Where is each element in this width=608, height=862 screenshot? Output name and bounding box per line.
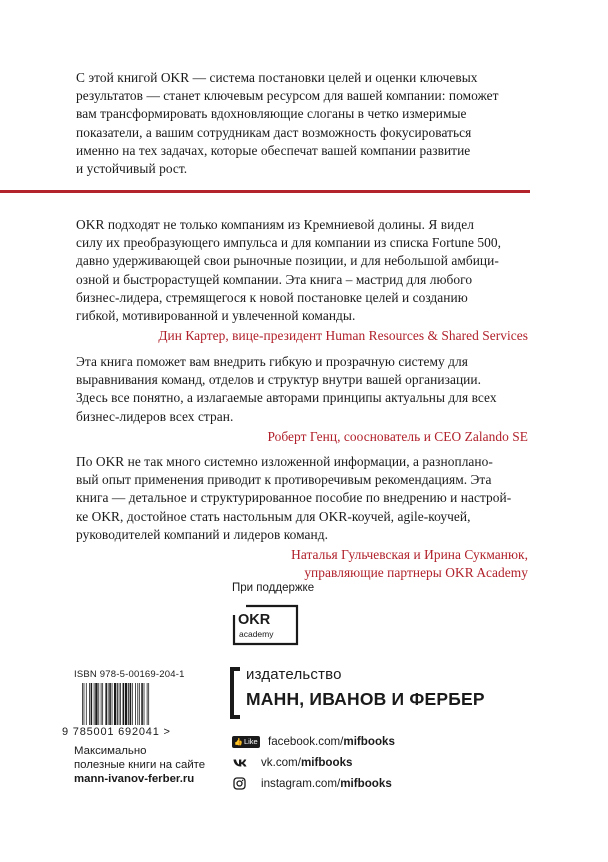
promo-line: полезные книги на сайте — [74, 759, 206, 772]
intro-line: вам трансформировать вдохновляющие слоганы в четко измеримые — [76, 106, 467, 122]
quote-line: бизнес-лидеров всех стран. — [76, 408, 234, 424]
quote-line: книга — детальное и структурированное пособие по внедрению и настрой- — [76, 490, 512, 506]
okr-logo-subtext: academy — [239, 629, 274, 639]
support-label: При поддержке — [232, 582, 315, 594]
barcode-bar — [102, 683, 103, 725]
quote-dean-carter — [76, 216, 528, 345]
barcode-bar — [147, 683, 148, 725]
quote-line: давно удерживающей свои рыночные позиции, и для небольшой амбици- — [76, 253, 499, 269]
quote-line: ке OKR, достойное стать настольным для OKR-коучей, agile-коучей, — [76, 508, 471, 524]
website-link[interactable]: mann-ivanov-ferber.ru — [74, 773, 195, 786]
barcode-bar — [141, 683, 143, 725]
barcode-bar — [86, 683, 87, 725]
barcode — [82, 683, 177, 725]
barcode-bar — [114, 683, 116, 725]
barcode-bar — [139, 683, 140, 725]
quote-line: руководителей компаний и лидеров команд. — [76, 526, 328, 542]
barcode-bar — [91, 683, 93, 725]
publisher-name: МАНН, ИВАНОВ И ФЕРБЕР — [246, 689, 485, 709]
barcode-bar — [108, 683, 109, 725]
social-instagram[interactable]: instagram.com/ mifbooks — [232, 777, 392, 790]
quote-attribution: Наталья Гульчевская и Ирина Сукманюк, — [291, 547, 528, 563]
barcode-bar — [123, 683, 125, 725]
quote-line: По OKR не так много системно изложенной информации, а разноплано- — [76, 454, 493, 469]
barcode-bar — [84, 683, 85, 725]
barcode-bar — [135, 683, 136, 725]
intro-line: и устойчивый рост. — [76, 161, 188, 177]
intro-line: С этой книгой OKR — система постановки целей и оценки ключевых — [76, 70, 478, 85]
isbn-number: ISBN 978-5-00169-204-1 — [74, 669, 185, 680]
quote-line: Эта книга поможет вам внедрить гибкую и прозрачную систему для — [76, 354, 468, 369]
intro-line: показатели, а вашим сотрудникам даст возможность фокусироваться — [76, 124, 472, 140]
barcode-bar — [82, 683, 83, 725]
intro-line: результатов — станет ключевым ресурсом для вашей компании: поможет — [76, 88, 499, 104]
publisher-bracket-icon — [230, 667, 240, 719]
barcode-bar — [128, 683, 129, 725]
quote-line: вый опыт применения приводит к противоречивым рекомендациям. Эта — [76, 472, 492, 488]
quote-line: OKR подходят не только компаниям из Кремниевой долины. Я видел — [76, 217, 474, 232]
social-vk[interactable]: vk.com/ mifbooks — [232, 756, 353, 769]
barcode-bar — [148, 683, 149, 725]
okr-academy-logo — [232, 604, 299, 646]
publisher-label: издательство — [246, 666, 342, 683]
barcode-bar — [89, 683, 90, 725]
barcode-bar — [132, 683, 133, 725]
barcode-bar — [137, 683, 138, 725]
barcode-bar — [98, 683, 99, 725]
quote-line: гибкой, мотивированной и увлеченной команды. — [76, 308, 356, 324]
promo-line: Максимально — [74, 745, 147, 757]
barcode-bar — [101, 683, 102, 725]
quote-line: бизнес-лидера, стремящегося к новой постановке целей и созданию — [76, 289, 468, 305]
quote-attribution: управляющие партнеры OKR Academy — [304, 565, 528, 581]
quote-okr-academy — [76, 453, 528, 582]
quote-line: выравнивания команд, отделов и структур внутри вашей организации. — [76, 372, 481, 388]
okr-logo-text: OKR — [238, 612, 271, 628]
quote-line: озной и быстрорастущей компании. Эта книга – мастрид для любого — [76, 271, 473, 287]
barcode-bar — [130, 683, 132, 725]
barcode-bar — [117, 683, 118, 725]
barcode-bar — [109, 683, 111, 725]
social-facebook[interactable]: 👍 Like facebook.com/ mifbooks — [232, 735, 395, 748]
quote-line: Здесь все понятно, а излагаемые авторами принципы актуальны для всех — [76, 390, 497, 406]
quote-line: силу их преобразующего импульса и для компании из списка Fortune 500, — [76, 235, 501, 251]
website-promo — [74, 744, 205, 787]
quote-robert-gentz — [76, 353, 528, 446]
barcode-bar — [112, 683, 113, 725]
barcode-bar — [119, 683, 120, 725]
instagram-icon — [232, 777, 247, 790]
barcode-bar — [144, 683, 145, 725]
quote-attribution: Дин Картер, вице-президент Human Resources & Shared Services — [158, 328, 528, 344]
intro-line: именно на тех задачах, которые обеспечат вашей компании развитие — [76, 142, 471, 158]
facebook-like-icon: 👍 Like — [232, 736, 260, 748]
barcode-bar — [120, 683, 121, 725]
quote-attribution: Роберт Генц, сооснователь и CEO Zalando SE — [267, 428, 528, 444]
vk-icon — [232, 756, 247, 769]
red-divider — [0, 190, 530, 193]
intro-paragraph — [76, 69, 528, 178]
barcode-bar — [105, 683, 107, 725]
barcode-bar — [125, 683, 127, 725]
barcode-digits: 9 785001 692041 > — [62, 726, 171, 738]
barcode-bar — [94, 683, 95, 725]
barcode-bar — [95, 683, 97, 725]
